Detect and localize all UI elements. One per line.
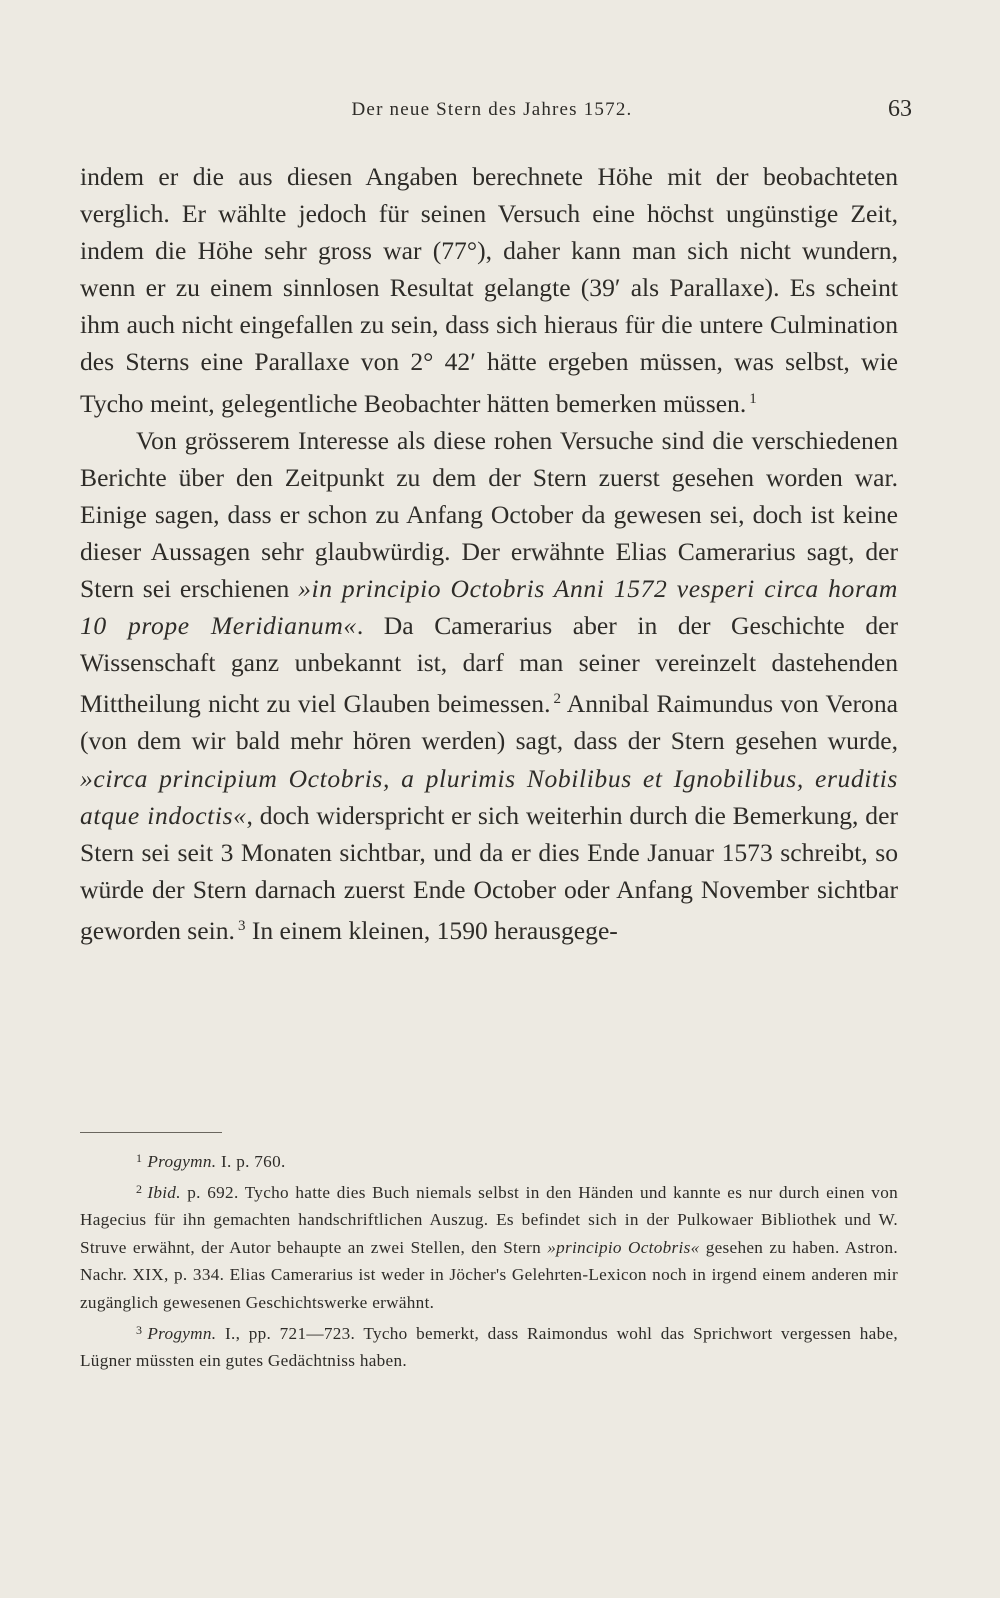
running-head-title: Der neue Stern des Jahres 1572. bbox=[351, 99, 633, 120]
paragraph-1-text: indem er die aus diesen Angaben berechnete Höhe mit der beobachteten verglich. Er wählte jedoch für seinen Versuch eine höchst ungünstige Zeit, indem die Höhe sehr gross war (77°), daher kann man sich nicht wundern, wenn er zu einem sinnlosen Resultat gelangte (39′ als Parallaxe). Es scheint ihm auch nicht eingefallen zu sein, dass sich hieraus für die untere Culmination des Sterns eine Parallaxe von 2° 42′ hätte ergeben müssen, was selbst, wie Tycho meint, gelegentliche Beobachter hätten bemerken müssen. bbox=[80, 162, 898, 418]
footnote-3 bbox=[80, 1317, 898, 1375]
paragraph-2-text-a: Von grösserem Interesse als diese rohen Versuche sind die verschiedenen Berichte über den Zeitpunkt zu dem der Stern zuerst gesehen worden war. Einige sagen, dass er schon zu Anfang October da gewesen sei, doch ist keine dieser Aussagen sehr glaubwürdig. Der erwähnte Elias Camerarius sagt, der Stern sei erschienen bbox=[80, 425, 898, 604]
paragraph-2-text-c: Annibal Raimundus von Verona (von dem wir bald mehr hören werden) sagt, dass der Stern gesehen wurde, bbox=[80, 689, 898, 756]
footnote-3-mark: 3 bbox=[136, 1322, 143, 1337]
latin-quote-raimundus: »circa principium Octobris, a plurimis Nobilibus et Ignobilibus, eruditis atque indoctis« bbox=[80, 763, 898, 830]
footnote-2-work: Ibid. bbox=[147, 1182, 181, 1202]
footnote-1-mark: 1 bbox=[136, 1151, 143, 1165]
footnote-divider bbox=[80, 1132, 222, 1133]
footnote-1 bbox=[80, 1145, 898, 1176]
footnote-ref-2: 2 bbox=[553, 691, 561, 708]
paragraph-2 bbox=[80, 422, 898, 949]
footnote-2-text-a: p. 692. Tycho hatte dies Buch niemals selbst in den Händen und kannte es nur durch einen von Hagecius für ihn gemachten handschriftlichen Auszug. Es befindet sich in der Pulkowaer Bibliothek und W. Struve erwähnt, der Autor behaupte an zwei Stellen, den Stern bbox=[80, 1182, 898, 1257]
footnote-1-text: I. p. 760. bbox=[216, 1152, 286, 1171]
main-text bbox=[80, 158, 898, 949]
footnote-ref-3: 3 bbox=[237, 917, 246, 934]
paragraph-1 bbox=[80, 158, 898, 422]
paragraph-2-text-b: . Da Camerarius aber in der Geschichte der Wissenschaft ganz unbekannt ist, darf man seiner vereinzelt dastehenden Mittheilung nicht zu viel Glauben beimessen. bbox=[80, 611, 898, 719]
footnote-1-work: Progymn. bbox=[147, 1152, 217, 1171]
latin-quote-camerarius: »in principio Octobris Anni 1572 vesperi circa horam 10 prope Meridianum« bbox=[80, 574, 898, 641]
footnote-3-text: I., pp. 721—723. Tycho bemerkt, dass Raimondus wohl das Sprichwort vergessen habe, Lügner müssten ein gutes Gedächtniss haben. bbox=[80, 1323, 898, 1371]
footnote-2-quote: »principio Octobris« bbox=[547, 1237, 700, 1257]
footnote-ref-1: 1 bbox=[749, 390, 757, 407]
footnotes bbox=[80, 1145, 898, 1375]
footnote-2 bbox=[80, 1176, 898, 1317]
paragraph-2-text-d: , doch widerspricht er sich weiterhin durch die Bemerkung, der Stern sei seit 3 Monaten sichtbar, und da er dies Ende Januar 1573 schreibt, so würde der Stern darnach zuerst Ende October oder Anfang November sichtbar geworden sein. bbox=[80, 800, 898, 945]
footnote-2-mark: 2 bbox=[136, 1181, 143, 1196]
page-number: 63 bbox=[888, 96, 912, 122]
paragraph-2-text-e: In einem kleinen, 1590 herausgege- bbox=[245, 915, 618, 945]
footnote-3-work: Progymn. bbox=[147, 1323, 217, 1343]
running-head bbox=[80, 96, 912, 126]
footnote-2-text-b: gesehen zu haben. Astron. Nachr. XIX, p. 334. Elias Camerarius ist weder in Jöcher's Gelehrten-Lexicon noch in irgend einem anderen mir zugänglich gewesenen Geschichtswerke erwähnt. bbox=[80, 1237, 898, 1312]
